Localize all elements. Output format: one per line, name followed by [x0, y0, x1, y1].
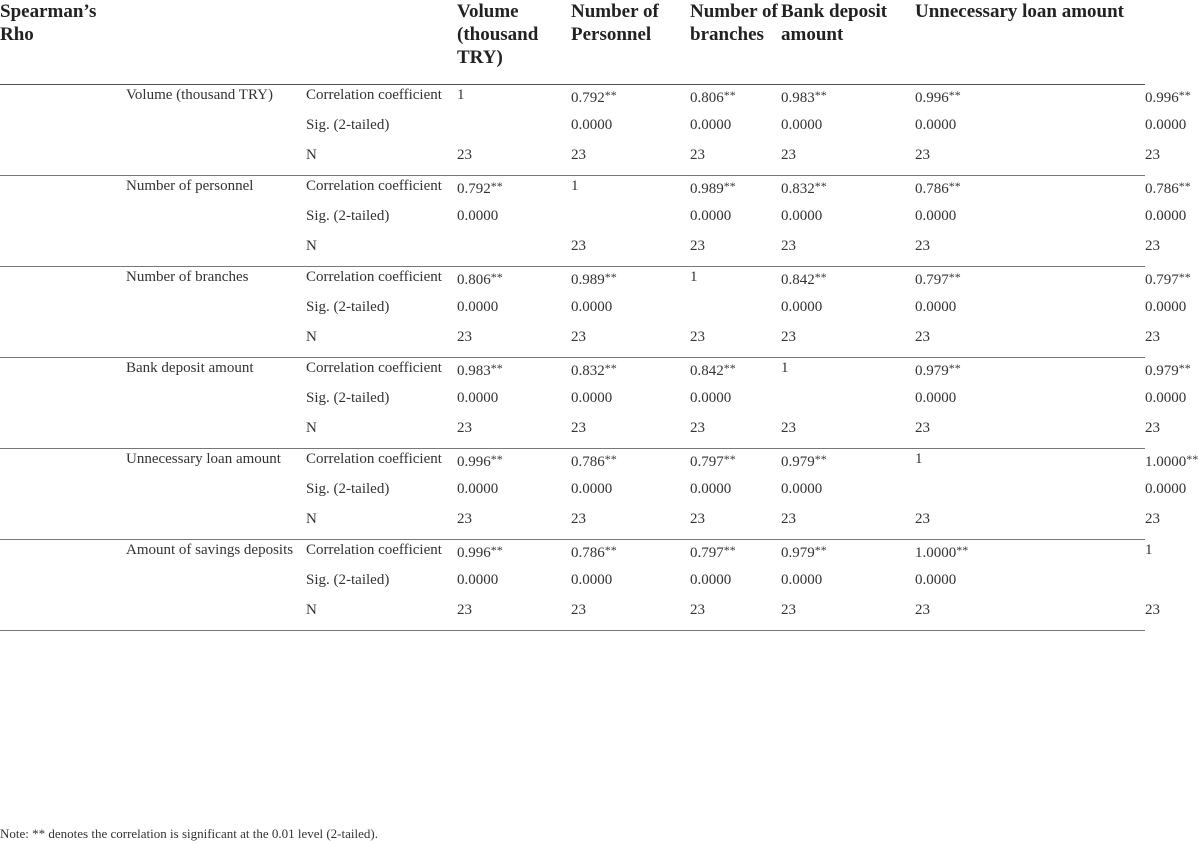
table-cell: 0.806**	[690, 88, 736, 106]
table-row: Volume (thousand TRY) Correlation coefficient 1 0.792** 0.806** 0.983** 0.996** 0.996**	[0, 85, 1145, 116]
table-cell: 0.0000	[571, 117, 613, 133]
row-group-label	[126, 115, 306, 145]
table-cell: 0.0000	[690, 390, 732, 406]
blank-header	[306, 0, 457, 85]
table-cell: 23	[571, 236, 690, 267]
significance-marker: **	[490, 452, 503, 466]
table-row: Number of personnel Correlation coefficient 0.792** 1 0.989** 0.832** 0.786** 0.786**	[0, 176, 1145, 207]
table-cell: 23	[571, 600, 690, 631]
table-cell	[915, 479, 1145, 509]
column-header: Number of Personnel	[571, 0, 690, 85]
table-cell: 0.797**	[690, 543, 736, 561]
table-cell: 0.983**	[781, 88, 827, 106]
significance-marker: **	[1186, 452, 1198, 466]
blank-cell	[0, 145, 126, 176]
table-cell: 0.0000	[781, 481, 823, 497]
statistic-label: N	[306, 145, 457, 176]
table-cell: 0.996**	[915, 88, 961, 106]
table-cell: 23	[915, 327, 1145, 358]
table-cell: 0.0000	[571, 572, 613, 588]
table-cell: 0.792**	[457, 179, 503, 197]
table-cell: 23	[457, 600, 571, 631]
significance-marker: **	[723, 361, 736, 375]
table-cell: 23	[690, 600, 781, 631]
table-cell: 0.0000	[915, 117, 957, 133]
significance-marker: **	[948, 270, 961, 284]
table-cell: 23	[457, 509, 571, 540]
row-group-label	[126, 388, 306, 418]
row-group-label	[126, 479, 306, 509]
table-cell: 1	[781, 360, 789, 376]
table-cell: 23	[915, 418, 1145, 449]
significance-marker: **	[956, 543, 969, 557]
row-group-label	[126, 297, 306, 327]
row-group-label	[126, 509, 306, 540]
significance-marker: **	[490, 361, 503, 375]
blank-cell	[0, 297, 126, 327]
table-cell: 1	[690, 269, 698, 285]
table-row: N 23 23 23 23 23	[0, 236, 1145, 267]
table-cell: 23	[915, 509, 1145, 540]
table-cell: 0.786**	[915, 179, 961, 197]
row-group-label: Number of branches	[126, 269, 249, 285]
significance-marker: **	[948, 361, 961, 375]
table-cell: 0.0000	[781, 572, 823, 588]
blank-cell	[0, 85, 126, 116]
statistic-label: Sig. (2-tailed)	[306, 299, 390, 315]
table-note: Note: ** denotes the correlation is significant at the 0.01 level (2-tailed).	[0, 826, 378, 841]
blank-header	[126, 0, 306, 85]
row-group-label	[126, 206, 306, 236]
table-cell: 0.0000	[457, 299, 499, 315]
table-cell: 0.806**	[457, 270, 503, 288]
table-cell: 0.983**	[457, 361, 503, 379]
statistic-label: Correlation coefficient	[306, 451, 442, 467]
table-cell	[457, 115, 571, 145]
significance-marker: **	[604, 543, 617, 557]
significance-marker: **	[814, 452, 827, 466]
table-cell: 1	[915, 451, 923, 467]
table-cell: 0.989**	[690, 179, 736, 197]
table-cell: 23	[571, 327, 690, 358]
table-cell: 0.979**	[781, 452, 827, 470]
table-cell: 23	[690, 236, 781, 267]
table-cell: 1	[457, 87, 465, 103]
table-cell: 23	[457, 145, 571, 176]
table-cell: 0.0000	[571, 481, 613, 497]
statistic-label: Correlation coefficient	[306, 360, 442, 376]
row-group-label	[126, 600, 306, 631]
table-cell	[781, 388, 915, 418]
blank-cell	[0, 176, 126, 207]
table-row: Amount of savings deposits Correlation coefficient 0.996** 0.786** 0.797** 0.979** 1.0000** 1	[0, 540, 1145, 571]
table-cell: 0.797**	[915, 270, 961, 288]
significance-marker: **	[1178, 87, 1191, 102]
row-group-label: Volume (thousand TRY)	[126, 87, 273, 103]
table-cell: 23	[781, 600, 915, 631]
table-cell: 0.0000	[690, 572, 732, 588]
table-cell: 1.0000**	[915, 543, 969, 561]
table-cell: 23	[571, 509, 690, 540]
table-cell: 23	[915, 600, 1145, 631]
significance-marker: **	[1178, 179, 1191, 193]
table-cell: 0.832**	[781, 179, 827, 197]
significance-marker: **	[723, 543, 736, 557]
row-group-label	[126, 327, 306, 358]
table-row: N 23 23 23 23 23 23	[0, 600, 1145, 631]
significance-marker: **	[604, 88, 617, 102]
table-cell: 23	[915, 236, 1145, 267]
blank-cell	[0, 570, 126, 600]
statistic-label: Sig. (2-tailed)	[306, 117, 390, 133]
table-row: Sig. (2-tailed) 0.0000 0.0000 0.0000 0.0000 0.0000	[0, 297, 1145, 327]
column-header: Number of branches	[690, 0, 781, 85]
table-row: Sig. (2-tailed) 0.0000 0.0000 0.0000 0.0000 0.0000	[0, 115, 1145, 145]
table-cell: 23	[690, 418, 781, 449]
header-row	[0, 0, 1145, 85]
table-cell: 0.0000	[690, 481, 732, 497]
table-cell: 23	[781, 145, 915, 176]
table-row: Bank deposit amount Correlation coefficient 0.983** 0.832** 0.842** 1 0.979** 0.979**	[0, 358, 1145, 389]
significance-marker: **	[948, 179, 961, 193]
table-cell: 0.996**	[457, 452, 503, 470]
significance-marker: **	[490, 179, 503, 193]
table-cell: 0.0000	[915, 572, 957, 588]
column-header: Bank deposit amount	[781, 0, 915, 85]
statistic-label: Correlation coefficient	[306, 178, 442, 194]
table-cell: 23	[781, 418, 915, 449]
table-cell: 23	[781, 509, 915, 540]
table-cell: 0.979**	[781, 543, 827, 561]
table-row: Sig. (2-tailed) 0.0000 0.0000 0.0000 0.0000 0.0000	[0, 206, 1145, 236]
table-row: Number of branches Correlation coefficient 0.806** 0.989** 1 0.842** 0.797** 0.797**	[0, 267, 1145, 298]
table-cell: 0.797**	[690, 452, 736, 470]
table-row: Sig. (2-tailed) 0.0000 0.0000 0.0000 0.0000 0.0000	[0, 388, 1145, 418]
table-row: N 23 23 23 23 23 23	[0, 418, 1145, 449]
table-cell: 0.0000	[781, 208, 823, 224]
table-cell: 0.0000	[457, 572, 499, 588]
blank-cell	[0, 418, 126, 449]
table-cell: 23	[571, 145, 690, 176]
table-row: N 23 23 23 23 23 23	[0, 145, 1145, 176]
statistic-label: N	[306, 418, 457, 449]
table-cell: 0.0000	[915, 299, 957, 315]
table-cell: 0.996**	[457, 543, 503, 561]
table-cell: 0.786**	[571, 543, 617, 561]
table-cell: 23	[457, 418, 571, 449]
significance-marker: **	[604, 361, 617, 375]
table-row	[0, 570, 1145, 600]
row-group-label	[126, 570, 306, 600]
significance-marker: **	[1178, 361, 1191, 375]
statistic-label: N	[306, 509, 457, 540]
table-cell	[457, 236, 571, 267]
statistic-label: Correlation coefficient	[306, 542, 442, 558]
table-cell: 0.0000	[781, 299, 823, 315]
blank-cell	[0, 388, 126, 418]
table-cell: 23	[457, 327, 571, 358]
table-cell: 23	[781, 236, 915, 267]
table-cell: 0.0000	[690, 117, 732, 133]
table-cell: 0.832**	[571, 361, 617, 379]
blank-cell	[0, 358, 126, 389]
statistic-label: Sig. (2-tailed)	[306, 481, 390, 497]
significance-marker: **	[723, 88, 736, 102]
significance-marker: **	[490, 543, 503, 557]
significance-marker: **	[814, 179, 827, 193]
table-body	[0, 85, 1198, 631]
statistic-label: N	[306, 327, 457, 358]
table-cell: 23	[690, 327, 781, 358]
blank-cell	[0, 540, 126, 571]
table-cell	[571, 206, 690, 236]
statistic-label: Sig. (2-tailed)	[306, 208, 390, 224]
table-cell: 0.0000	[457, 481, 499, 497]
table-cell: 23	[571, 418, 690, 449]
row-group-label: Number of personnel	[126, 178, 254, 194]
statistic-label: N	[306, 236, 457, 267]
significance-marker: **	[948, 88, 961, 102]
corner-header: Spearman’s Rho	[0, 0, 126, 85]
statistic-label: N	[306, 600, 457, 631]
significance-marker: **	[604, 452, 617, 466]
blank-cell	[0, 206, 126, 236]
statistic-label: Correlation coefficient	[306, 87, 442, 103]
table-cell: 0.786**	[571, 452, 617, 470]
significance-marker: **	[723, 179, 736, 193]
blank-cell	[0, 449, 126, 480]
blank-cell	[0, 600, 126, 631]
table-row: N 23 23 23 23 23 23	[0, 509, 1145, 540]
significance-marker: **	[814, 543, 827, 557]
blank-cell	[0, 236, 126, 267]
statistic-label: Sig. (2-tailed)	[306, 390, 390, 406]
significance-marker: **	[814, 270, 827, 284]
row-group-label	[126, 145, 306, 176]
table-cell: 0.0000	[690, 208, 732, 224]
table-cell: 1	[571, 178, 579, 194]
significance-marker: **	[814, 88, 827, 102]
column-header: Unnecessary loan amount	[915, 0, 1145, 85]
table-cell: 0.842**	[781, 270, 827, 288]
significance-marker: **	[490, 270, 503, 284]
table-cell: 0.842**	[690, 361, 736, 379]
table-cell: 0.0000	[915, 390, 957, 406]
blank-cell	[0, 327, 126, 358]
table-cell: 0.0000	[571, 299, 613, 315]
blank-cell	[0, 479, 126, 509]
table-cell: 23	[690, 509, 781, 540]
column-header: Volume (thousand TRY)	[457, 0, 571, 85]
significance-marker: **	[1178, 270, 1191, 284]
table-cell: 0.792**	[571, 88, 617, 106]
table-cell: 23	[781, 327, 915, 358]
table-cell: 0.979**	[915, 361, 961, 379]
table-cell: 0.0000	[571, 390, 613, 406]
table-row: Unnecessary loan amount Correlation coefficient 0.996** 0.786** 0.797** 0.979** 1 1.0000**	[0, 449, 1145, 480]
table-cell: 0.0000	[457, 390, 499, 406]
significance-marker: **	[604, 270, 617, 284]
table-cell: 0.0000	[915, 208, 957, 224]
significance-marker: **	[723, 452, 736, 466]
row-group-label	[126, 418, 306, 449]
table-row: N 23 23 23 23 23 23	[0, 327, 1145, 358]
table-cell: 0.989**	[571, 270, 617, 288]
statistic-label: Correlation coefficient	[306, 269, 442, 285]
row-group-label	[126, 236, 306, 267]
blank-cell	[0, 509, 126, 540]
table-cell: 23	[915, 145, 1145, 176]
table-cell: 0.0000	[457, 208, 499, 224]
row-group-label: Unnecessary loan amount	[126, 451, 281, 467]
table-row: Sig. (2-tailed) 0.0000 0.0000 0.0000 0.0000 0.0000	[0, 479, 1145, 509]
blank-cell	[0, 115, 126, 145]
table-cell: 23	[690, 145, 781, 176]
table-cell	[690, 297, 781, 327]
row-group-label: Bank deposit amount	[126, 360, 254, 376]
statistic-label: Sig. (2-tailed)	[306, 572, 390, 588]
blank-cell	[0, 267, 126, 298]
row-group-label: Amount of savings deposits	[126, 542, 294, 558]
table-cell: 0.0000	[781, 117, 823, 133]
